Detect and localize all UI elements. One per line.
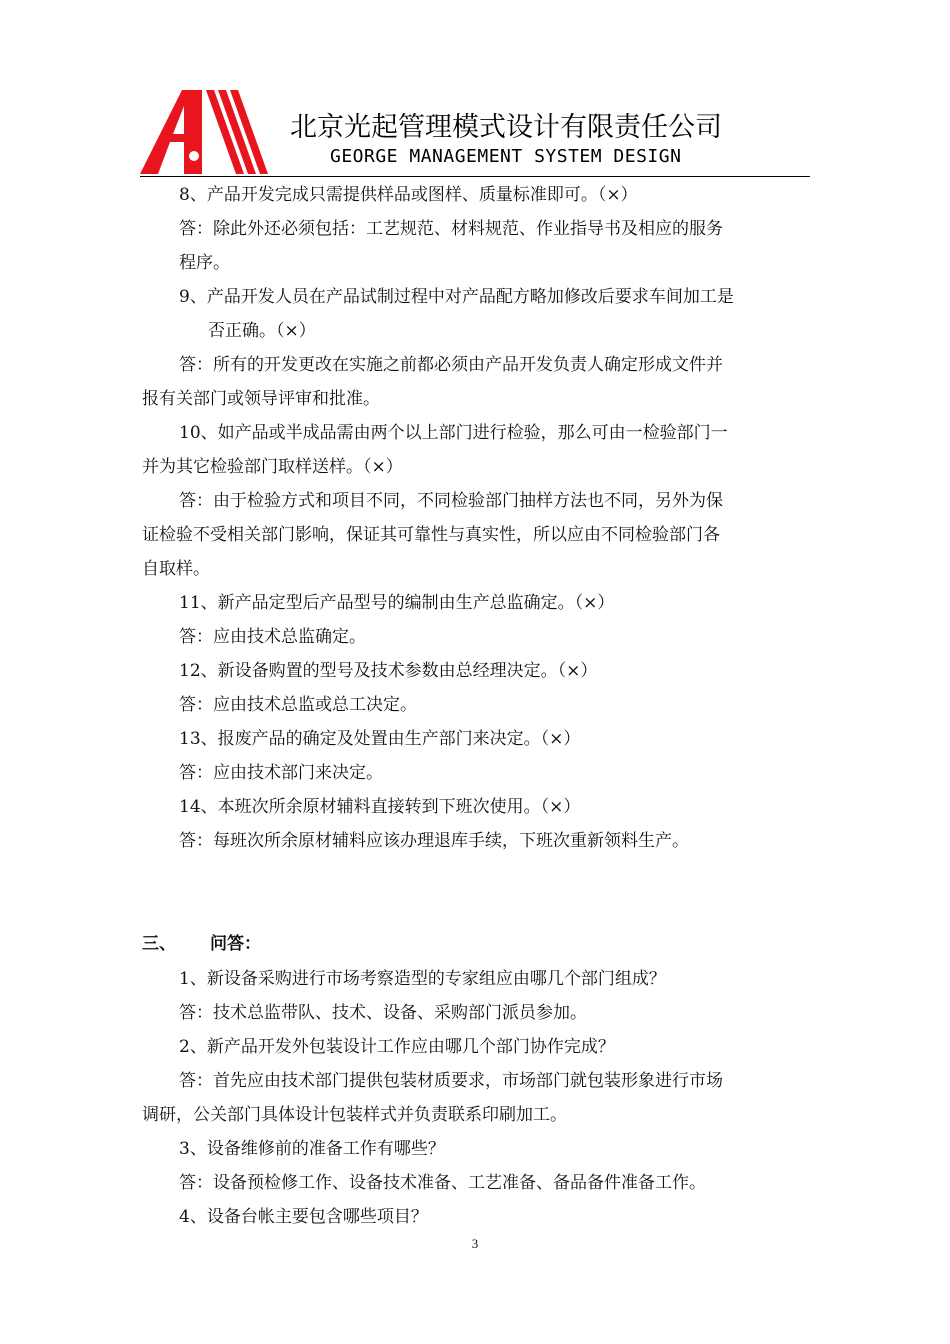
section-number: 三、 — [142, 934, 176, 954]
section-heading — [142, 926, 810, 962]
item-9-answer: 答：所有的开发更改在实施之前都必须由产品开发负责人确定形成文件并 — [179, 355, 723, 375]
item-10-answer: 答：由于检验方式和项目不同，不同检验部门抽样方法也不同，另外为保 — [179, 491, 723, 511]
section-title: 问答： — [210, 934, 261, 954]
item-10-question-cont: 并为其它检验部门取样送样。（×） — [142, 457, 403, 477]
qa-1-question: 1、新设备采购进行市场考察造型的专家组应由哪几个部门组成？ — [179, 969, 666, 989]
logo-shape-main — [140, 90, 202, 174]
qa-2-answer: 答：首先应由技术部门提供包装材质要求，市场部门就包装形象进行市场 — [179, 1071, 723, 1091]
item-9-question: 9、产品开发人员在产品试制过程中对产品配方略加修改后要求车间加工是 — [179, 287, 734, 307]
qa-2-answer-cont: 调研，公关部门具体设计包装样式并负责联系印刷加工。 — [142, 1105, 567, 1125]
item-12-answer: 答：应由技术总监或总工决定。 — [179, 695, 417, 715]
item-9-answer-cont: 报有关部门或领导评审和批准。 — [142, 389, 380, 409]
header-rule — [140, 176, 810, 177]
item-10-answer-cont: 证检验不受相关部门影响，保证其可靠性与真实性，所以应由不同检验部门各 — [142, 525, 720, 545]
qa-3-question: 3、设备维修前的准备工作有哪些？ — [179, 1139, 445, 1159]
company-name-cn: 北京光起管理模式设计有限责任公司 — [290, 112, 722, 143]
item-11-answer: 答：应由技术总监确定。 — [179, 627, 366, 647]
item-13-question: 13、报废产品的确定及处置由生产部门来决定。（×） — [179, 729, 581, 749]
logo-dot — [189, 151, 199, 161]
page-number: 3 — [471, 1236, 479, 1251]
company-logo — [140, 90, 268, 174]
item-8-question: 8、产品开发完成只需提供样品或图样、质量标准即可。（×） — [179, 185, 638, 205]
section-gap — [142, 858, 810, 926]
qa-3-answer: 答：设备预检修工作、设备技术准备、工艺准备、备品备件准备工作。 — [179, 1173, 706, 1193]
item-10-answer-end: 自取样。 — [142, 559, 210, 579]
document-body — [142, 178, 810, 1234]
item-13-answer: 答：应由技术部门来决定。 — [179, 763, 383, 783]
item-14-question: 14、本班次所余原材辅料直接转到下班次使用。（×） — [179, 797, 581, 817]
item-14-answer: 答：每班次所余原材辅料应该办理退库手续，下班次重新领料生产。 — [179, 831, 689, 851]
item-12-question: 12、新设备购置的型号及技术参数由总经理决定。（×） — [179, 661, 598, 681]
qa-1-answer: 答：技术总监带队、技术、设备、采购部门派员参加。 — [179, 1003, 587, 1023]
item-8-answer: 答：除此外还必须包括：工艺规范、材料规范、作业指导书及相应的服务 — [179, 219, 723, 239]
company-name-en: GEORGE MANAGEMENT SYSTEM DESIGN — [330, 146, 682, 167]
item-10-question: 10、如产品或半成品需由两个以上部门进行检验，那么可由一检验部门一 — [179, 423, 728, 443]
item-11-question: 11、新产品定型后产品型号的编制由生产总监确定。（×） — [179, 593, 615, 613]
item-8-answer-cont: 程序。 — [179, 253, 230, 273]
qa-4-question: 4、设备台帐主要包含哪些项目？ — [179, 1207, 428, 1227]
item-9-question-cont: 否正确。（×） — [208, 321, 316, 341]
qa-2-question: 2、新产品开发外包装设计工作应由哪几个部门协作完成？ — [179, 1037, 615, 1057]
